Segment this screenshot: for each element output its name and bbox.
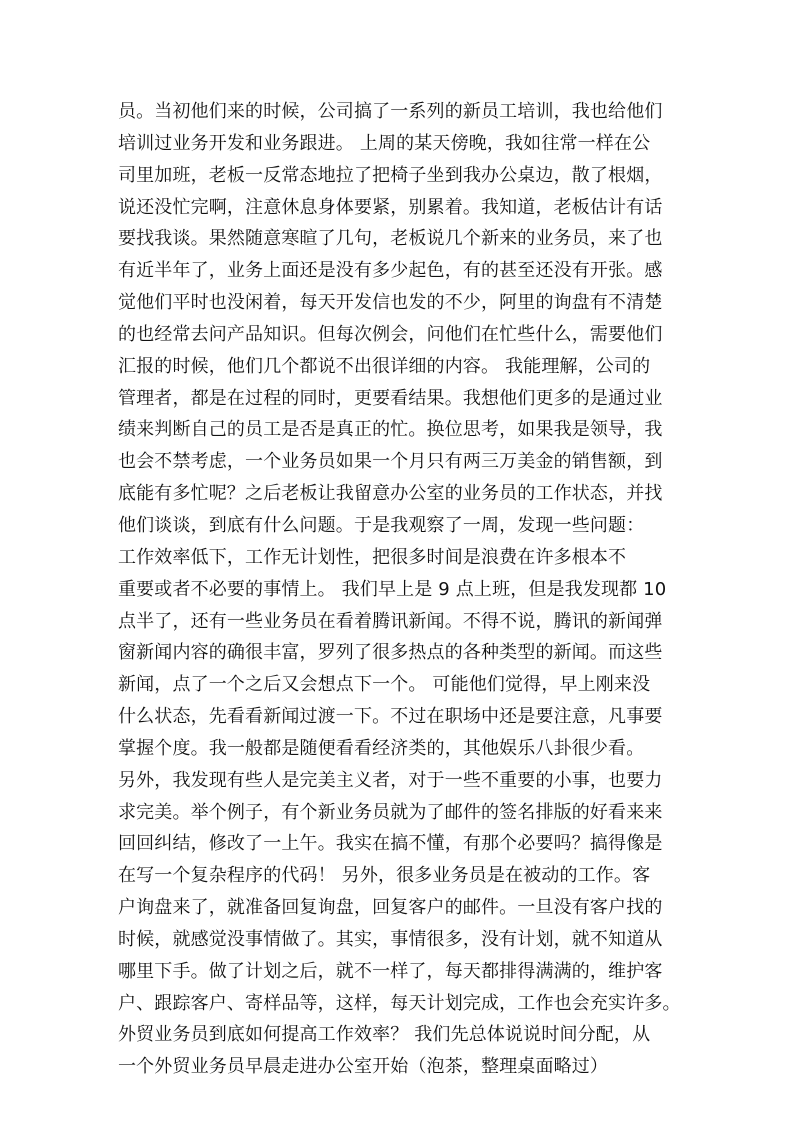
text-line: 工作效率低下，工作无计划性，把很多时间是浪费在许多根本不 <box>118 546 627 568</box>
text-line: 绩来判断自己的员工是否是真正的忙。换位思考，如果我是领导，我 <box>118 419 663 441</box>
text-line: 另外，我发现有些人是完美主义者，对于一些不重要的小事，也要力 <box>118 769 663 791</box>
text-line: 的也经常去问产品知识。但每次例会，问他们在忙些什么，需要他们 <box>118 323 663 345</box>
text-line: 司里加班，老板一反常态地拉了把椅子坐到我办公桌边，散了根烟， <box>118 164 663 186</box>
text-line: 觉他们平时也没闲着，每天开发信也发的不少，阿里的询盘有不清楚 <box>118 292 663 314</box>
text-line: 管理者，都是在过程的同时，更要看结果。我想他们更多的是通过业 <box>118 387 663 409</box>
text-line: 要找我谈。果然随意寒暄了几句，老板说几个新来的业务员，来了也 <box>118 228 663 250</box>
text-line: 说还没忙完啊，注意休息身体要紧，别累着。我知道，老板估计有话 <box>118 196 663 218</box>
text-line: 户询盘来了，就准备回复询盘，回复客户的邮件。一旦没有客户找的 <box>118 897 663 919</box>
text-line: 掌握个度。我一般都是随便看看经济类的，其他娱乐八卦很少看。 <box>118 737 645 759</box>
body-text <box>118 96 681 1083</box>
text-line: 汇报的时候，他们几个都说不出很详细的内容。 我能理解，公司的 <box>118 355 651 377</box>
text-line: 员。当初他们来的时候，公司搞了一系列的新员工培训，我也给他们 <box>118 101 663 122</box>
text-line: 哪里下手。做了计划之后，就不一样了，每天都排得满满的，维护客 <box>118 960 663 982</box>
text-line: 什么状态，先看看新闻过渡一下。不过在职场中还是要注意，凡事要 <box>118 706 663 728</box>
text-line: 外贸业务员到底如何提高工作效率？ 我们先总体说说时间分配，从 <box>118 1024 651 1046</box>
text-line: 培训过业务开发和业务跟进。 上周的某天傍晚，我如往常一样在公 <box>118 132 651 154</box>
text-line: 点半了，还有一些业务员在看着腾讯新闻。不得不说，腾讯的新闻弹 <box>118 610 663 632</box>
text-line: 新闻，点了一个之后又会想点下一个。 可能他们觉得，早上刚来没 <box>118 674 651 696</box>
text-line: 户、跟踪客户、寄样品等，这样，每天计划完成，工作也会充实许多。 <box>118 992 681 1014</box>
text-line: 他们谈谈，到底有什么问题。于是我观察了一周，发现一些问题： <box>118 514 645 536</box>
text-line: 时候，就感觉没事情做了。其实，事情很多，没有计划，就不知道从 <box>118 928 663 950</box>
text-line: 回回纠结，修改了一上午。我实在搞不懂，有那个必要吗？搞得像是 <box>118 833 663 855</box>
text-line: 一个外贸业务员早晨走进办公室开始（泡茶，整理桌面略过） <box>118 1056 609 1078</box>
text-line: 有近半年了，业务上面还是没有多少起色，有的甚至还没有开张。感 <box>118 260 663 282</box>
text-line: 重要或者不必要的事情上。 我们早上是 9 点上班，但是我发现都 10 <box>118 578 667 600</box>
text-line: 在写一个复杂程序的代码！ 另外，很多业务员是在被动的工作。客 <box>118 865 651 887</box>
text-line: 也会不禁考虑，一个业务员如果一个月只有两三万美金的销售额，到 <box>118 451 663 473</box>
text-line: 求完美。举个例子，有个新业务员就为了邮件的签名排版的好看来来 <box>118 801 663 823</box>
text-line: 底能有多忙呢？之后老板让我留意办公室的业务员的工作状态，并找 <box>118 483 663 505</box>
text-line: 窗新闻内容的确很丰富，罗列了很多热点的各种类型的新闻。而这些 <box>118 642 663 664</box>
